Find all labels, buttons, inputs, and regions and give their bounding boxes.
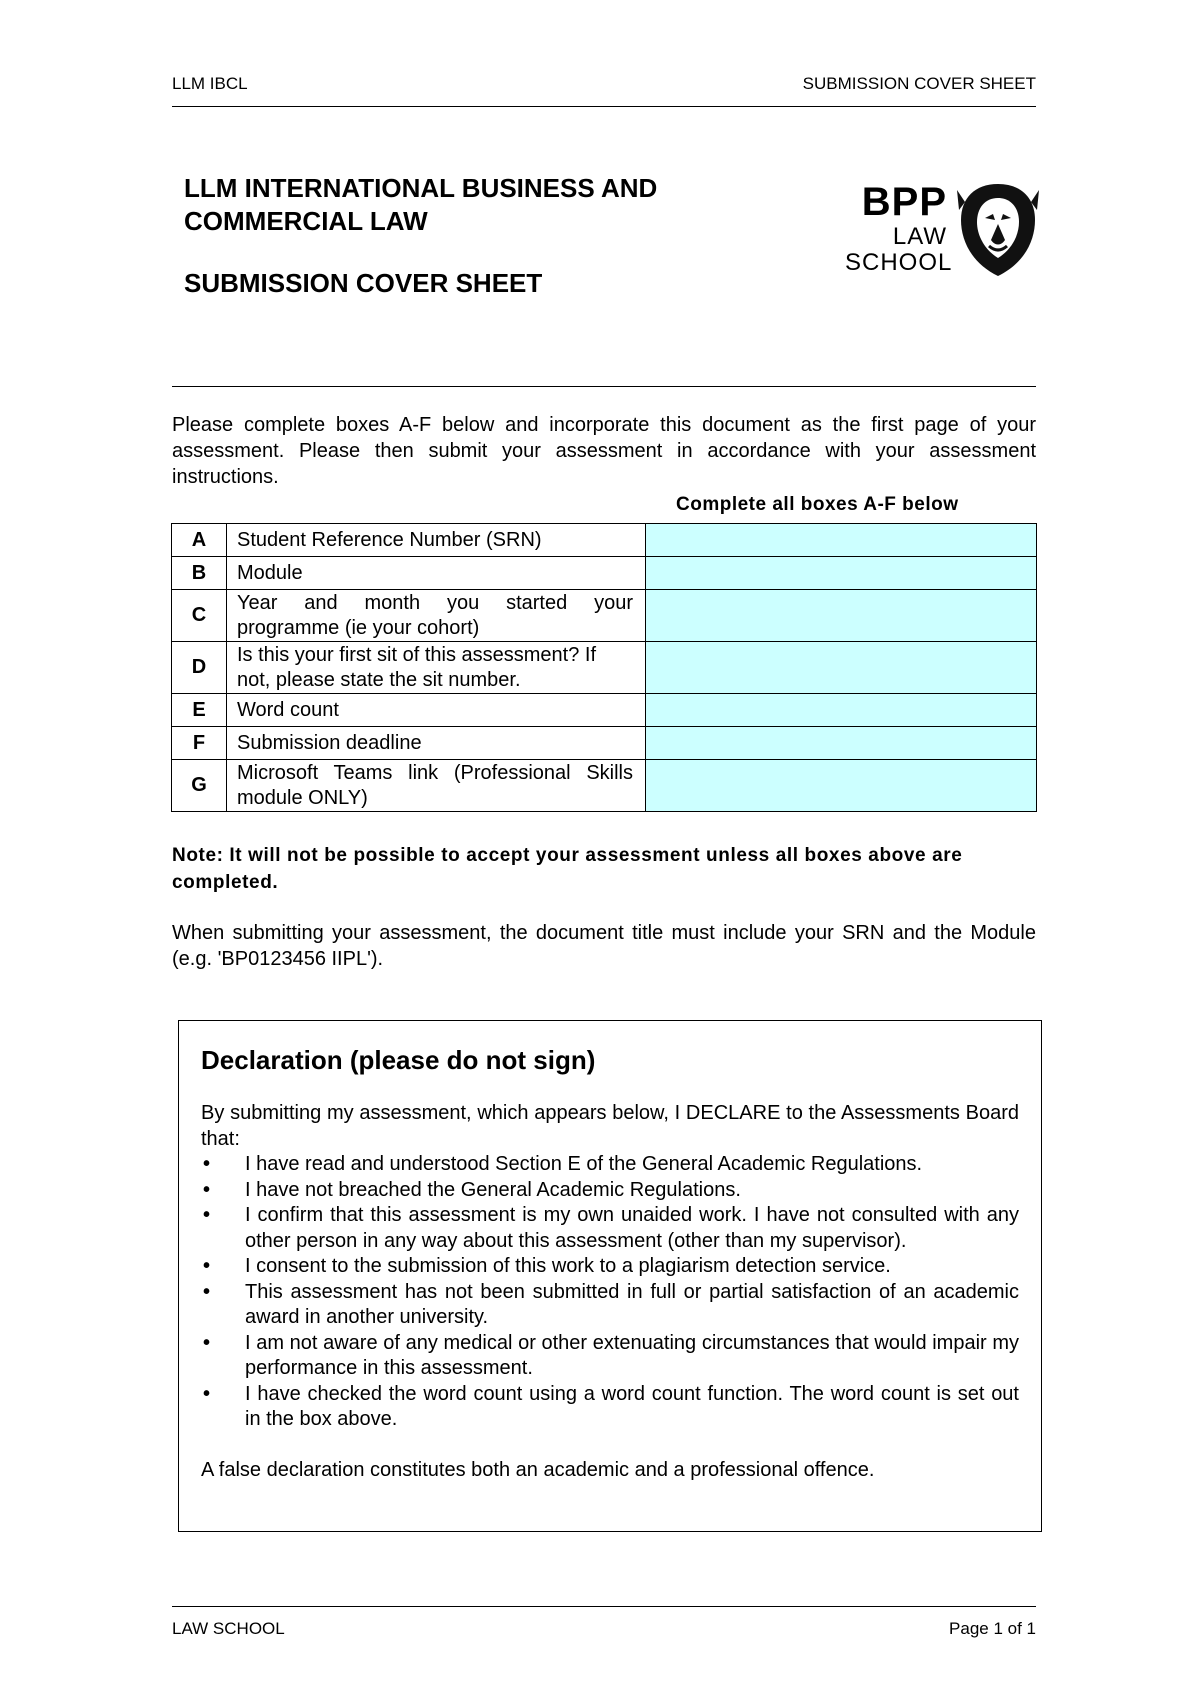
logo-bpp: BPP: [861, 180, 947, 224]
title-line-2: COMMERCIAL LAW: [184, 206, 428, 236]
box-letter: G: [172, 760, 227, 812]
header-right: SUBMISSION COVER SHEET: [802, 74, 1036, 93]
declaration-box: [178, 1020, 1042, 1532]
bpp-logo: [845, 180, 1045, 290]
box-letter: D: [172, 642, 227, 694]
declaration-item: I have not breached the General Academic Regulations.: [245, 1178, 741, 1201]
bullet-icon: •: [203, 1382, 211, 1405]
document-title: [184, 172, 657, 238]
bullet-icon: •: [203, 1255, 211, 1277]
title-line-1: LLM INTERNATIONAL BUSINESS AND: [184, 173, 658, 203]
box-label: Microsoft Teams link (Professional Skills module ONLY): [227, 760, 646, 812]
complete-boxes-label: Complete all boxes A-F below: [676, 494, 959, 515]
table-row: [172, 590, 1037, 642]
list-item: [201, 1331, 1019, 1382]
box-label: Student Reference Number (SRN): [227, 524, 646, 557]
logo-school: SCHOOL: [845, 249, 953, 276]
box-label: Is this your first sit of this assessment? If not, please state the sit number.: [227, 642, 646, 694]
declaration-item: I have checked the word count using a word count function. The word count is set out in the box above.: [245, 1382, 1019, 1430]
intro-paragraph: Please complete boxes A-F below and incorporate this document as the first page of your assessment. Please then submit your assessment in accordance with your assessment instructions.: [172, 414, 1036, 488]
declaration-item: This assessment has not been submitted in full or partial satisfaction of an academic award in another university.: [245, 1280, 1019, 1328]
declaration-body: [201, 1101, 1019, 1483]
footer-left: LAW SCHOOL: [172, 1619, 285, 1638]
bullet-icon: •: [203, 1178, 211, 1201]
submission-boxes-table: [171, 523, 1037, 812]
box-input-cohort[interactable]: [646, 590, 1037, 642]
declaration-item: I confirm that this assessment is my own unaided work. I have not consulted with any other person in any way about this assessment (other than my supervisor).: [245, 1204, 1019, 1252]
page-header: [172, 74, 1036, 107]
list-item: [201, 1203, 1019, 1254]
box-label: Year and month you started your programme (ie your cohort): [227, 590, 646, 642]
table-row: [172, 727, 1037, 760]
box-letter: C: [172, 590, 227, 642]
table-row: [172, 694, 1037, 727]
page-number: Page 1 of 1: [949, 1619, 1036, 1638]
submission-title-note: When submitting your assessment, the document title must include your SRN and the Module (e.g. 'BP0123456 IIPL').: [172, 922, 1036, 970]
box-letter: A: [172, 524, 227, 557]
bullet-icon: •: [203, 1331, 211, 1354]
list-item: [201, 1254, 1019, 1280]
list-item: [201, 1152, 1019, 1178]
box-letter: B: [172, 557, 227, 590]
box-label: Word count: [227, 694, 646, 727]
declaration-title: Declaration (please do not sign): [201, 1045, 596, 1075]
completion-note: Note: It will not be possible to accept your assessment unless all boxes above are completed.: [172, 845, 963, 893]
box-input-module[interactable]: [646, 557, 1037, 590]
bullet-icon: •: [203, 1153, 211, 1175]
box-input-sit[interactable]: [646, 642, 1037, 694]
declaration-list: [201, 1152, 1019, 1433]
table-row: [172, 642, 1037, 694]
declaration-item: I am not aware of any medical or other extenuating circumstances that would impair my performance in this assessment.: [245, 1331, 1019, 1379]
bullet-icon: •: [203, 1280, 211, 1303]
list-item: [201, 1178, 1019, 1204]
page-footer: [172, 1606, 1036, 1638]
box-input-deadline[interactable]: [646, 727, 1037, 760]
list-item: [201, 1280, 1019, 1331]
declaration-intro: By submitting my assessment, which appears below, I DECLARE to the Assessments Board that:: [201, 1102, 1019, 1150]
box-input-srn[interactable]: [646, 524, 1037, 557]
list-item: [201, 1382, 1019, 1433]
title-divider: [172, 386, 1036, 387]
false-declaration-warning: A false declaration constitutes both an academic and a professional offence.: [201, 1458, 875, 1481]
lion-head-icon: [955, 180, 1041, 280]
box-label: Submission deadline: [227, 727, 646, 760]
box-letter: E: [172, 694, 227, 727]
box-letter: F: [172, 727, 227, 760]
table-row: [172, 524, 1037, 557]
declaration-item: I have read and understood Section E of the General Academic Regulations.: [245, 1153, 923, 1175]
table-row: [172, 760, 1037, 812]
declaration-item: I consent to the submission of this work to a plagiarism detection service.: [245, 1255, 891, 1277]
logo-law: LAW: [892, 223, 947, 250]
table-row: [172, 557, 1037, 590]
bullet-icon: •: [203, 1204, 211, 1226]
document-subtitle: SUBMISSION COVER SHEET: [184, 268, 543, 298]
box-input-teams-link[interactable]: [646, 760, 1037, 812]
box-label: Module: [227, 557, 646, 590]
header-left: LLM IBCL: [172, 74, 248, 93]
box-input-word-count[interactable]: [646, 694, 1037, 727]
logo-text: [845, 180, 953, 276]
